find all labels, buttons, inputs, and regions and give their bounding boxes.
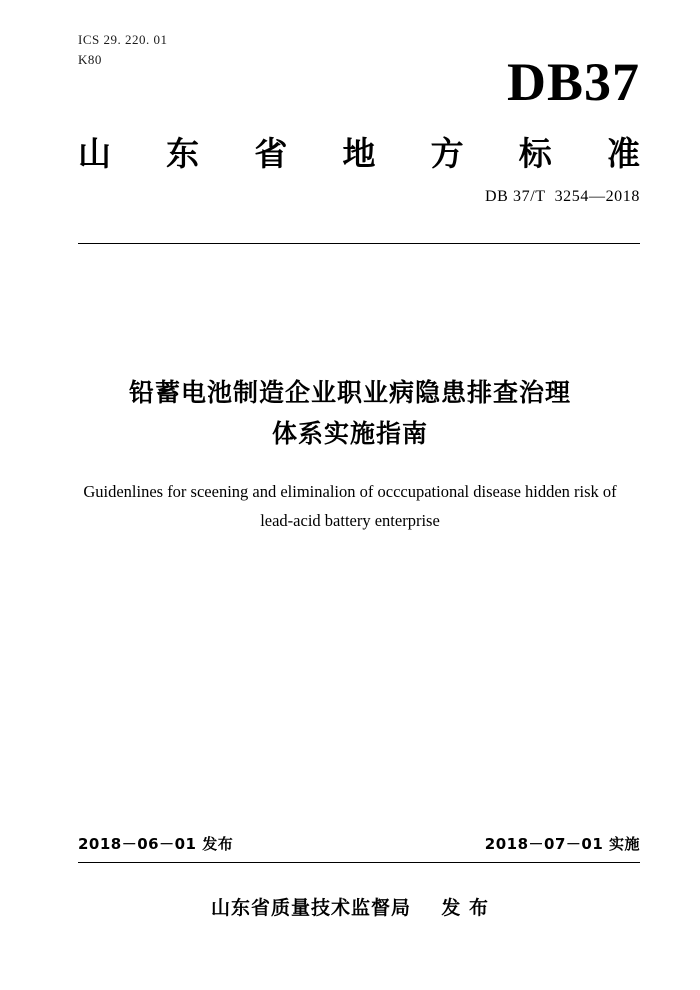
db37-mark: DB37 [506, 52, 640, 112]
issue-date: 2018－06－01 发布 [78, 835, 234, 853]
standard-title-char-3: 地 [342, 134, 376, 173]
effective-date: 2018－07－01 实施 [484, 835, 640, 853]
ics-block [78, 30, 167, 70]
standard-title-char-2: 省 [254, 134, 288, 173]
document-title-en-line1: Guidenlines for sceening and eliminalion of occcupational disease hidden risk of [83, 482, 617, 501]
header-divider [78, 243, 640, 244]
standard-title-char-5: 标 [518, 134, 552, 173]
document-title-cn-line1: 铅蓄电池制造企业职业病隐患排查治理 [128, 378, 571, 407]
footer-dates [78, 833, 640, 854]
document-title-cn-line2: 体系实施指南 [271, 419, 428, 449]
standard-title [78, 128, 640, 175]
issuing-authority: 山东省质量技术监督局 发 布 [210, 897, 490, 919]
standard-number: DB 37/T 3254—2018 [485, 188, 640, 205]
standard-title-char-4: 方 [430, 134, 464, 173]
ics-code: ICS 29. 220. 01 [78, 32, 168, 47]
footer-divider [78, 862, 640, 863]
document-title-en [72, 478, 628, 536]
standard-title-char-1: 东 [166, 134, 200, 173]
standard-title-char-6: 准 [606, 134, 640, 173]
document-title-en-line2: lead-acid battery enterprise [260, 510, 440, 530]
document-title-cn [60, 372, 640, 455]
ccs-code: K80 [78, 52, 102, 68]
standard-title-char-0: 山 [78, 134, 111, 173]
